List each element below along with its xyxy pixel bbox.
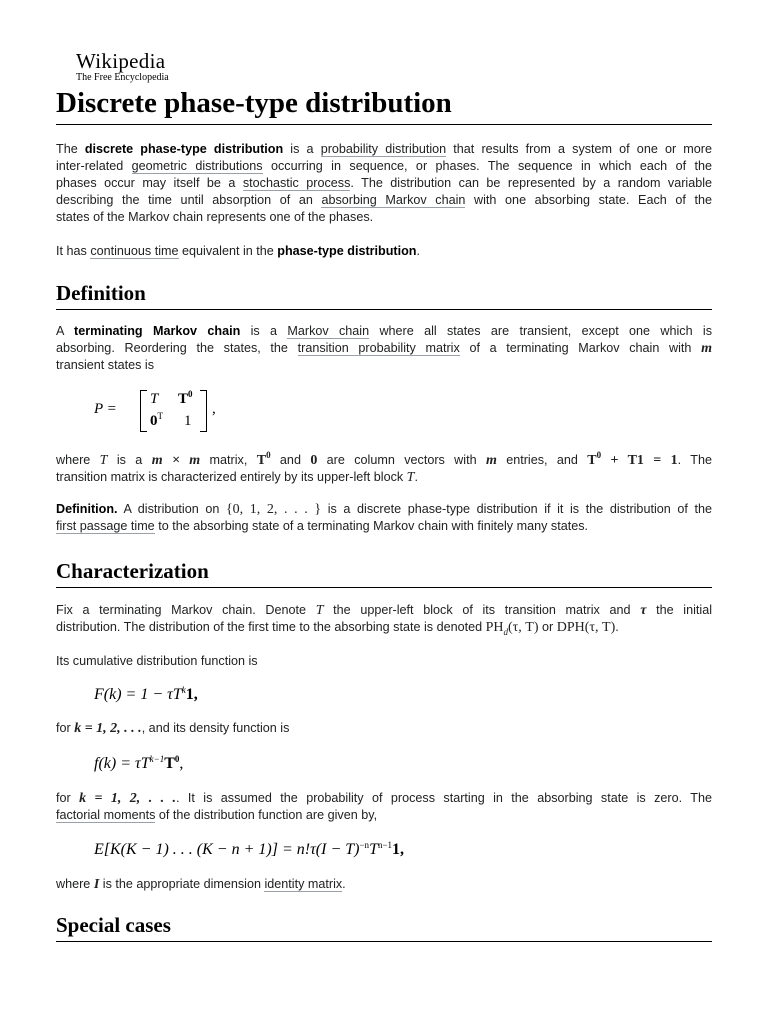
link-first-passage-time[interactable]: first passage time <box>56 519 155 533</box>
identity-matrix-paragraph: where I is the appropriate dimension identity matrix. <box>56 877 346 892</box>
density-formula: $f(k) = \tau T^{k-1}T^0$, <box>94 754 184 772</box>
intro-paragraph: The discrete phase-type distribution is a probability distribution that results from a system of one or more inter-related geometric distributions occurring in sequence, or phases. The sequence in which each of the phases occur may itself be a stochastic process. The distribution can be represented by a random variable describing the time until absorption of an absorbing Markov chain with one absorbing state. Each of the states of the Markov chain represents one of the phases. <box>56 142 713 224</box>
section-heading-special-cases: Special cases <box>56 911 712 942</box>
link-phase-type-distribution[interactable]: phase-type distribution <box>277 244 417 258</box>
wikipedia-tagline: The Free Encyclopedia <box>76 72 169 83</box>
density-intro: for k = 1, 2, . . ., and its density function is <box>56 721 290 736</box>
link-absorbing-markov-chain[interactable]: absorbing Markov chain <box>321 193 466 207</box>
definition-statement: Definition. A distribution on {0, 1, 2, . . . } is a discrete phase-type distribution if it is the distribution of the first passage time to the absorbing state of a terminating Markov chain with finitely many states. <box>56 502 712 533</box>
link-geometric-distributions[interactable]: geometric distributions <box>131 159 263 173</box>
definition-paragraph-2: where T is a m × m matrix, $T^0$ and 0 are column vectors with m entries, and $T^0 + T1 = 1$. The transition matrix is characterized entirely by its upper-left block T. <box>56 450 712 485</box>
link-stochastic-process[interactable]: stochastic process <box>242 176 351 190</box>
characterization-paragraph: Fix a terminating Markov chain. Denote T the upper-left block of its transition matrix and τ the initial distribution. The distribution of the first time to the absorbing state is denoted $PH_d(\tau$, T) or DPH(τ, T). <box>56 603 713 637</box>
factorial-moments-formula: E[K(K − 1) . . . $(K - n + 1)] = n!\tau(I - T)^{-n}T^{n-1}1$, <box>94 840 405 858</box>
cdf-intro: Its cumulative distribution function is <box>56 654 258 668</box>
section-heading-definition: Definition <box>56 279 712 310</box>
link-probability-distribution[interactable]: probability distribution <box>320 142 447 156</box>
link-continuous-time[interactable]: continuous time <box>90 244 179 258</box>
term-terminating-markov-chain: terminating Markov chain <box>74 324 241 338</box>
section-heading-characterization: Characterization <box>56 557 712 588</box>
transition-matrix-formula: P = T $T^0$ $0^T$ 1 , <box>94 388 234 436</box>
intro-paragraph-2: It has continuous time equivalent in the phase-type distribution. <box>56 244 421 258</box>
definition-paragraph: A terminating Markov chain is a Markov chain where all states are transient, except one which is absorbing. Reordering the states, the transition probability matrix of a terminating Markov chain with m transient states is <box>56 324 712 372</box>
page-title: Discrete phase-type distribution <box>56 84 712 125</box>
term-discrete-phase-type: discrete phase-type distribution <box>84 142 284 156</box>
link-factorial-moments[interactable]: factorial moments <box>56 808 156 822</box>
wikipedia-wordmark[interactable]: Wikipedia <box>76 49 166 73</box>
factorial-moments-paragraph: for k = 1, 2, . . .. It is assumed the probability of process starting in the absorbing state is zero. The factorial moments of the distribution function are given by, <box>56 791 712 822</box>
link-markov-chain[interactable]: Markov chain <box>287 324 370 338</box>
cdf-formula: $F(k) = 1 - \tau T^k1$, <box>94 685 198 703</box>
link-identity-matrix[interactable]: identity matrix <box>264 877 343 891</box>
link-transition-probability-matrix[interactable]: transition probability matrix <box>297 341 460 355</box>
